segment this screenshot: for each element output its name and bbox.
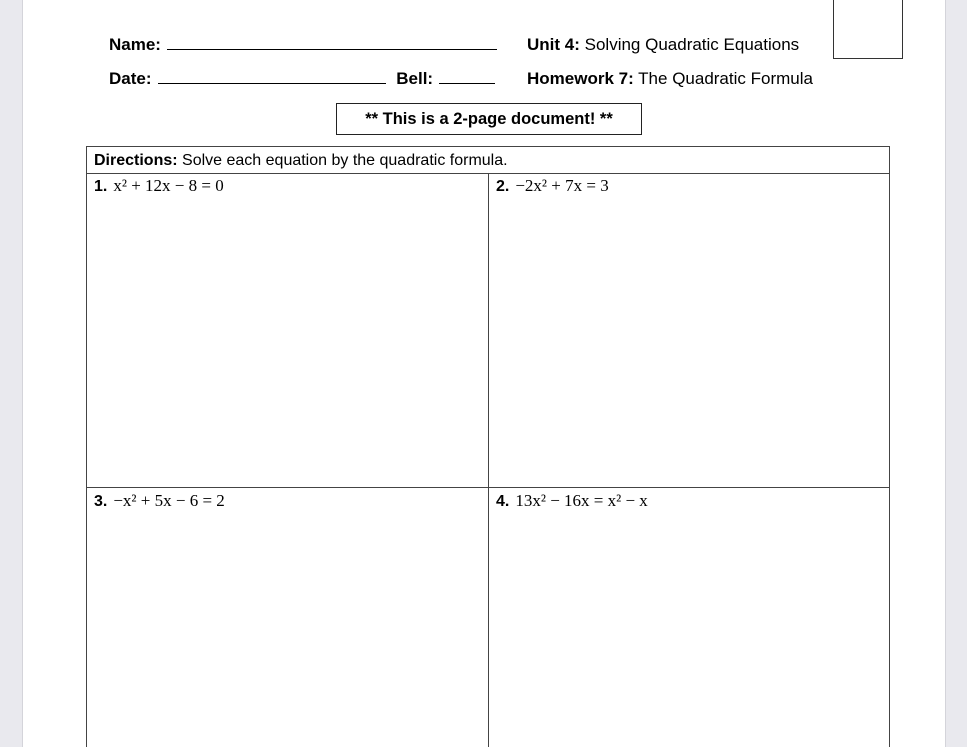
name-row (109, 35, 497, 55)
problem-number: 2. (496, 178, 510, 195)
homework-row (527, 69, 813, 89)
problem-cell-3[interactable] (87, 488, 489, 747)
problem-equation: 13x² − 16x = x² − x (515, 491, 648, 510)
directions-row (87, 147, 889, 174)
problem-cell-2[interactable] (489, 173, 889, 488)
unit-title: Solving Quadratic Equations (584, 35, 800, 54)
homework-label: Homework 7: (527, 69, 634, 88)
problem-number: 3. (94, 493, 108, 510)
unit-row (527, 35, 799, 55)
problem-equation: −2x² + 7x = 3 (515, 176, 609, 195)
unit-label: Unit 4: (527, 35, 580, 54)
bell-label: Bell: (396, 69, 434, 88)
name-label: Name: (109, 35, 161, 54)
problem-equation: −x² + 5x − 6 = 2 (113, 491, 225, 510)
bell-blank[interactable] (439, 82, 495, 84)
homework-title: The Quadratic Formula (638, 69, 813, 88)
problem-number: 4. (496, 493, 510, 510)
name-blank[interactable] (167, 48, 497, 50)
problem-number: 1. (94, 178, 108, 195)
two-page-note: ** This is a 2-page document! ** (336, 103, 642, 135)
problem-table (86, 146, 890, 747)
directions-label: Directions: (94, 152, 178, 169)
problem-cell-1[interactable] (87, 173, 489, 488)
problem-equation: x² + 12x − 8 = 0 (113, 176, 224, 195)
problem-cell-4[interactable] (489, 488, 889, 747)
date-row (109, 69, 495, 89)
date-blank[interactable] (158, 82, 386, 84)
score-box (833, 0, 903, 59)
worksheet-page (22, 0, 946, 747)
date-label: Date: (109, 69, 152, 88)
directions-text: Solve each equation by the quadratic formula. (182, 152, 508, 169)
